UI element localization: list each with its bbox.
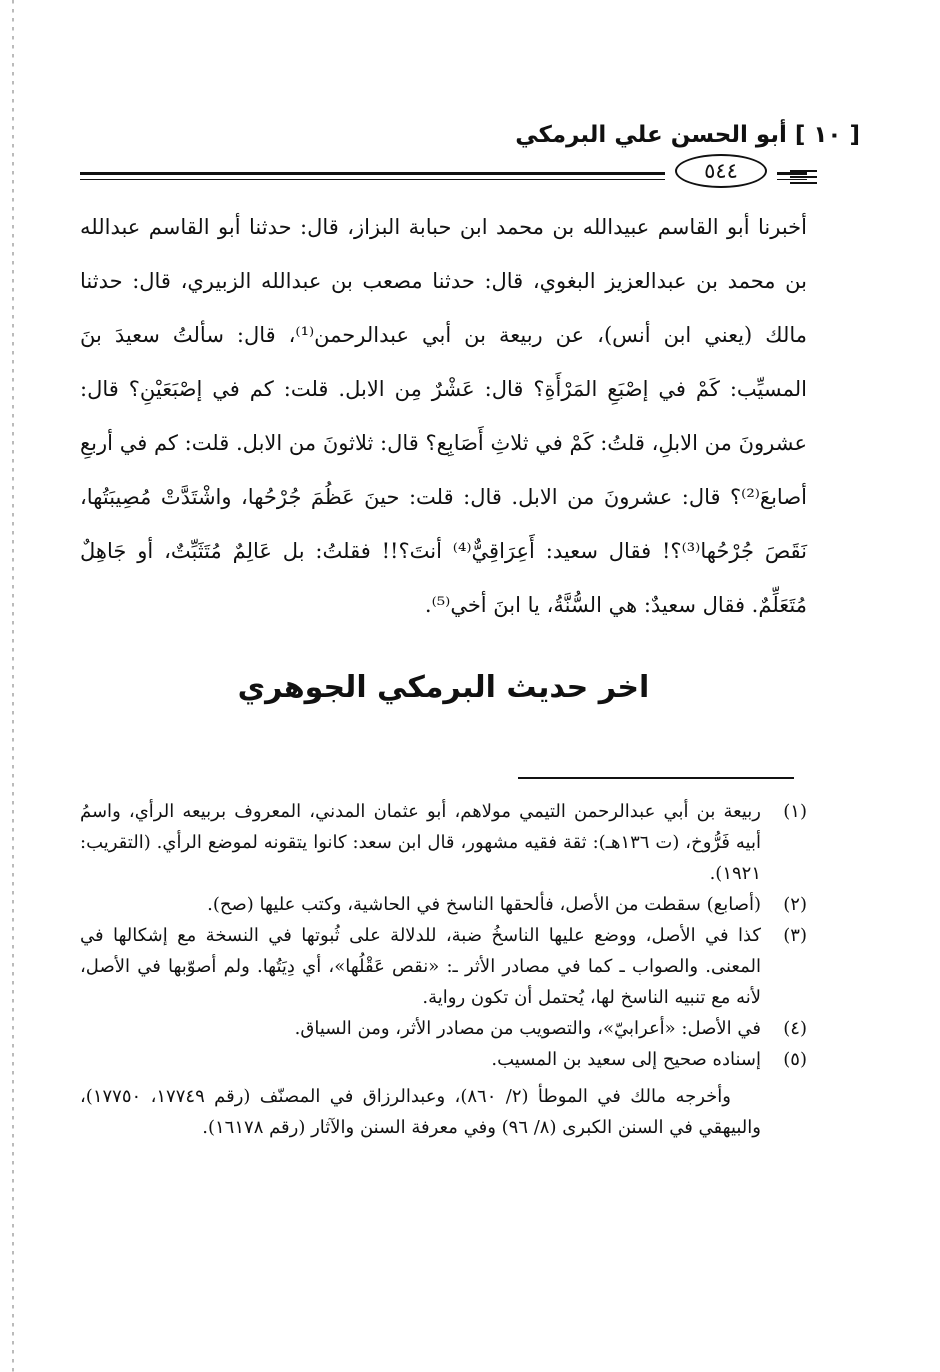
scan-edge — [12, 0, 14, 1372]
footnote-number: (٢) — [783, 894, 807, 915]
footnote-text: كذا في الأصل، ووضع عليها الناسخُ ضبة، للدلالة على ثُبوتها في النسخة مع إشكالها في المعنى. والصواب ـ كما في مصادر الأثر ـ: «نقص عَقْلُها»، أي دِيَتُها. ولم أصوّبها في الأصل، لأنه مع تنبيه الناسخ لها، يُحتمل أن تكون رواية. — [80, 925, 761, 1008]
footnote-item — [80, 1044, 807, 1075]
footnote-text: (أصابع) سقطت من الأصل، فألحقها الناسخ في الحاشية، وكتب عليها (صح). — [207, 894, 761, 915]
footnote-text: في الأصل: «أعرابيّ»، والتصويب من مصادر الأثر، ومن السياق. — [294, 1018, 761, 1039]
footnote-text: ربيعة بن أبي عبدالرحمن التيمي مولاهم، أبو عثمان المدني، المعروف بربيعه الرأي، واسمُ أبيه فَرُّوخ، (ت ١٣٦هـ): ثقة فقيه مشهور، قال ابن سعد: كانوا يتقونه لموضع الرأي. (التقريب: ١٩٢١). — [80, 801, 761, 884]
footnote-item — [80, 920, 807, 1013]
running-header: [ ١٠ ] أبو الحسن علي البرمكي — [515, 122, 860, 148]
footnote-number: (٣) — [783, 925, 807, 946]
footnote-separator — [518, 777, 794, 779]
main-text — [80, 200, 807, 632]
footnote-number: (٤) — [783, 1018, 807, 1039]
corner-mark — [790, 182, 817, 184]
footnote-item — [80, 796, 807, 889]
footnotes — [80, 796, 807, 1143]
footnote-continuation: وأخرجه مالك في الموطأ (٢/ ٨٦٠)، وعبدالرزاق في المصنّف (رقم ١٧٧٤٩، ١٧٧٥٠)، والبيهقي في السنن الكبرى (٨/ ٩٦) وفي معرفة السنن والآثار (رقم ١٦١٧٨). — [80, 1086, 761, 1138]
page-number-badge — [665, 152, 777, 188]
section-title: اخر حديث البرمكي الجوهري — [237, 670, 650, 705]
footnote-number: (٥) — [783, 1049, 807, 1070]
footnote-item — [80, 1013, 807, 1044]
corner-mark — [790, 170, 817, 172]
hadith-paragraph: أخبرنا أبو القاسم عبيدالله بن محمد ابن حبابة البزاز، قال: حدثنا أبو القاسم عبدالله بن محمد بن عبدالعزيز البغوي، قال: حدثنا مصعب بن عبدالله الزبيري، قال: حدثنا مالك (يعني ابن أنس)، عن ربيعة بن أبي عبدالرحمن⁽¹⁾، قال: سألتُ سعيدَ بنَ المسيِّب: كَمْ في إصْبَعِ المَرْأَةِ؟ قال: عَشْرٌ مِن الابل. قلت: كم في إصْبَعَيْنِ؟ قال: عشرونَ من الابلِ، قلتُ: كَمْ في ثلاثِ أَصَابِع؟ قال: ثلاثونَ من الابل. قلت: كم في أربعِ أصابعَ⁽²⁾؟ قال: عشرونَ من الابل. قال: قلت: حينَ عَظُمَ جُرْحُها، واشْتَدَّتْ مُصِيبَتُها، نَقَصَ جُرْحُها⁽³⁾؟! فقال سعيد: أَعِرَاقِيٌّ⁽⁴⁾ أنتَ؟!! فقلتُ: بل عَالِمٌ مُتَثَبِّتٌ، أو جَاهِلٌ مُتَعَلِّمٌ. فقال سعيدٌ: هي السُّنَّةُ، يا ابنَ أخي⁽⁵⁾. — [80, 215, 808, 617]
footnote-number: (١) — [783, 801, 807, 822]
corner-mark — [790, 176, 817, 178]
footnote-item — [80, 889, 807, 920]
footnote-text: إسناده صحيح إلى سعيد بن المسيب. — [491, 1049, 761, 1070]
page-number: ٥٤٤ — [675, 154, 767, 188]
